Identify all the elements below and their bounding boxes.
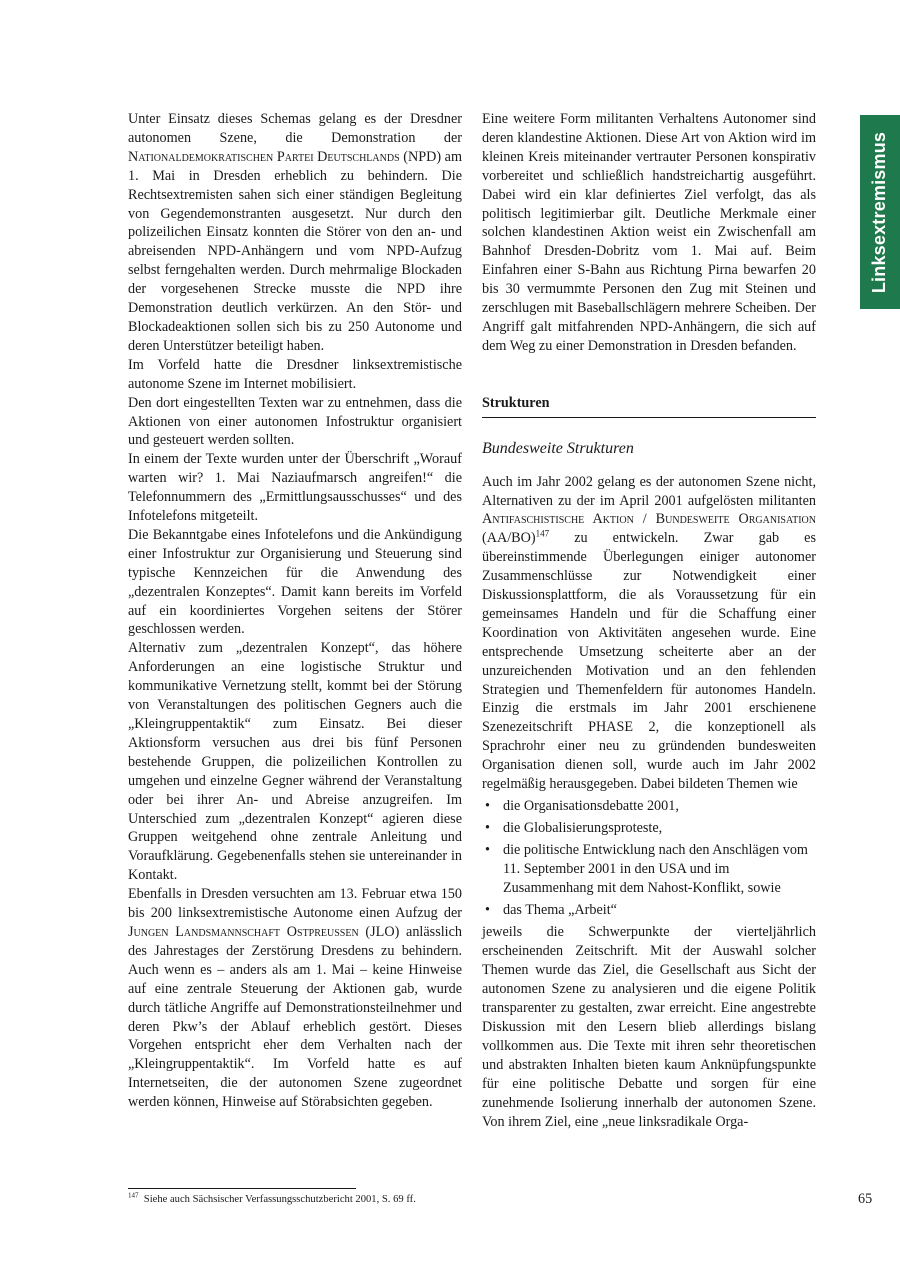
- page-number: 65: [858, 1191, 873, 1207]
- list-item: • das Thema „Arbeit“: [485, 901, 617, 918]
- footnote-text: Siehe auch Sächsischer Verfassungsschutzbericht 2001, S. 69 ff.: [143, 1194, 416, 1205]
- footnote: [128, 1193, 416, 1207]
- paragraph-internet-mobilization: Im Vorfeld hatte die Dresdner linksextremistische autonome Szene im Internet mobilisiert.: [128, 356, 462, 392]
- paragraph-infotelefon: Die Bekanntgabe eines Infotelefons und die Ankündigung einer Infostruktur zur Organisierung und Steuerung sind typische Kennzeichen für die Anwendung des „dezentralen Konzeptes“. Damit kann bereits im Vorfeld auf ein koordiniertes Vorgehen seitens der Störer geschlossen werden.: [128, 526, 462, 638]
- section-heading: Strukturen: [482, 394, 816, 418]
- topic-list: [482, 797, 816, 919]
- section-tab-label: Linksextremismus: [869, 131, 890, 293]
- footnote-reference[interactable]: 147: [535, 528, 550, 539]
- bullet-icon: •: [485, 819, 490, 836]
- bullet-icon: •: [485, 798, 490, 814]
- section-tab-linksextremismus: [860, 115, 900, 309]
- bullet-icon: •: [485, 841, 490, 858]
- list-item: • die Globalisierungsproteste,: [485, 819, 663, 836]
- organization-name: Antifaschistische Aktion / Bundesweite Organisation: [482, 511, 816, 528]
- sub-heading: Bundesweite Strukturen: [482, 439, 634, 457]
- paragraph-kleingruppentaktik: Alternativ zum „dezentralen Konzept“, das höhere Anforderungen an eine logistische Struktur und kommunikative Vernetzung stellt, kommt bei der Störung von Veranstaltungen des politischen Gegners auch die „Kleingruppentaktik“ zum Einsatz. Bei dieser Aktionsform versuchen aus drei bis fünf Personen bestehende Gruppen, die polizeilichen Kontrollen zu umgehen und einzelne Gegner während der Veranstaltung oder bei ihrer An- und Abreise anzugreifen. Im Unterschied zum „dezentralen Konzept“ agieren diese Gruppen weitgehend ohne zentrale Anleitung und Voraufklärung. Gegebenenfalls stehen sie untereinander in Kontakt.: [128, 640, 462, 884]
- list-item: • die politische Entwicklung nach den Anschlägen vom 11. September 2001 in den USA und im Zusammenhang mit dem Nahost-Konflikt, sowie: [485, 841, 808, 896]
- right-text-column: [482, 110, 816, 1131]
- list-item: • die Organisationsdebatte 2001,: [485, 798, 679, 814]
- paragraph-infostructure: Den dort eingestellten Texten war zu entnehmen, dass die Aktionen von einer autonomen Infostruktur organisiert und gesteuert werden sollten.: [128, 394, 462, 449]
- paragraph-npd-demonstration: Unter Einsatz dieses Schemas gelang es der Dresdner autonomen Szene, die Demonstration der Nationaldemokratischen Partei Deutschlands (NPD) am 1. Mai in Dresden erheblich zu behindern. Die Rechtsextremisten sahen sich einer ständigen Begleitung von Gegendemonstranten ausgesetzt. Nur durch den polizeilichen Einsatz konnten die Störer von den an- und abreisenden NPD-Anhängern und vom NPD-Aufzug selbst ferngehalten werden. Durch mehrmalige Blockaden der vorgesehenen Strecke musste die NPD ihre Demonstration deutlich verkürzen. An den Stör- und Blockadeaktionen sollen sich bis zu 250 Autonome und deren Unterstützer beteiligt haben.: [128, 111, 462, 354]
- organization-name: Jungen Landsmannschaft Ostpreußen: [128, 923, 359, 940]
- paragraph-bundesweite-strukturen: Auch im Jahr 2002 gelang es der autonomen Szene nicht, Alternativen zu der im April 2001 aufgelösten militanten Antifaschistische Aktion / Bundesweite Organisation $(AA/BO)^{147}$ zu entwickeln. Zwar gab es übereinstimmende Überlegungen einiger autonomer Zusammenschlüsse zur Notwendigkeit einer Diskussionsplattform, die als Voraussetzung für ein gemeinsames Handeln und für die Schaffung einer Koordination von Aktivitäten angesehen wurde. Eine entsprechende Umsetzung scheiterte aber an der unzureichenden Motivation und an den fehlenden Strategien und Themenfeldern für autonomes Handeln. Einzig die erstmals im Jahr 2001 erschienene Szenezeitschrift PHASE 2, die konzeptionell als Sprachrohr einer neu zu gründenden bundesweiten Organisation dienen soll, wurde auch im Jahr 2002 regelmäßig herausgegeben. Dabei bildeten Themen wie: [482, 473, 816, 793]
- paragraph-klandestine-aktionen: Eine weitere Form militanten Verhaltens Autonomer sind deren klandestine Aktionen. Diese Art von Aktion wird im kleinen Kreis miteinander vertrauter Personen konspirativ vorbereitet und schließlich handstreichartig ausgeführt. Dabei wird ein klar definiertes Ziel verfolgt, das als politisch legitimierbar gilt. Deutliche Merkmale einer solchen klandestinen Aktion weist ein Zwischenfall am Bahnhof Dresden-Dobritz vom 1. Mai auf. Beim Einfahren einer S-Bahn aus Richtung Pirna bewarfen 20 bis 30 vermummte Personen den Zug mit Steinen und zerschlugen mit Baseballschlägern mehrere Scheiben. Der Angriff galt mitfahrenden NPD-Anhängern, die sich auf dem Weg zu einer Demonstration in Dresden befanden.: [482, 111, 816, 354]
- footnote-number: 147: [128, 1191, 139, 1200]
- left-text-column: [128, 110, 462, 1112]
- bullet-icon: •: [485, 901, 490, 918]
- paragraph-jlo-february: Ebenfalls in Dresden versuchten am 13. Februar etwa 150 bis 200 linksextremistische Autonome einen Aufzug der Jungen Landsmannschaft Ostpreußen (JLO) anlässlich des Jahrestages der Zerstörung Dresdens zu behindern. Auch wenn es – anders als am 1. Mai – keine Hinweise auf eine zentrale Steuerung der Aktionen gab, wurde durch tätliche Angriffe auf Demonstrationsteilnehmer und deren Pkw’s der Ablauf erheblich gestört. Dieses Vorgehen entspricht eher dem Verhalten nach der „Kleingruppentaktik“. Im Vorfeld hatte es auf Internetseiten, die der autonomen Szene zugeordnet werden können, Hinweise auf Störabsichten gegeben.: [128, 886, 462, 1111]
- organization-name: Nationaldemokratischen Partei Deutschlands: [128, 148, 400, 165]
- footnote-divider: [128, 1188, 356, 1189]
- paragraph-zeitschrift-schwerpunkte: jeweils die Schwerpunkte der vierteljährlich erscheinenden Zeitschrift. Mit der Auswahl solcher Themen wurde das Ziel, die Gesellschaft aus Sicht der autonomen Szene zu analysieren und die eigene Politik transparenter zu gestalten, zwar erreicht. Eine angestrebte Diskussion mit den Lesern blieb allerdings bislang vollkommen aus. Die Texte mit ihren sehr theoretischen und abstrakten Inhalten bieten kaum Anknüpfungspunkte für eine politische Debatte und sorgen für eine zunehmende Isolierung innerhalb der autonomen Szene. Von ihrem Ziel, eine „neue linksradikale Orga-: [482, 924, 816, 1130]
- paragraph-texts-headline: In einem der Texte wurden unter der Überschrift „Worauf warten wir? 1. Mai Naziaufmarsch angreifen!“ die Telefonnummern des „Ermittlungsausschusses“ und des Infotelefons mitgeteilt.: [128, 451, 462, 525]
